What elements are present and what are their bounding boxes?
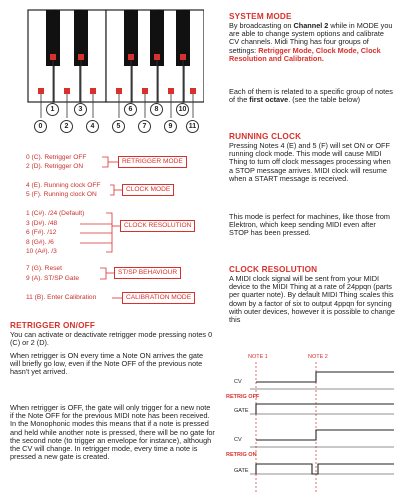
cv-label: CV <box>234 379 242 385</box>
mapping-line: 5 (F). Running clock ON <box>26 191 97 198</box>
note-number-1: 1 <box>46 103 59 116</box>
retrigger-paragraph-2: When retrigger is ON every time a Note ON arrives the gate will briefly go low, even if the Note OFF of the previous note hasn't yet arrived. <box>10 351 204 377</box>
note-number-0: 0 <box>34 120 47 133</box>
gate-label: GATE <box>234 408 249 414</box>
note-number-3: 3 <box>74 103 87 116</box>
mapping-line: 4 (E). Running clock OFF <box>26 182 101 189</box>
note-number-4: 4 <box>86 120 99 133</box>
clock-resolution-title: CLOCK RESOLUTION <box>229 265 318 274</box>
note-number-7: 7 <box>138 120 151 133</box>
mapping-line: 2 (D). Retrigger ON <box>26 163 84 170</box>
running-clock-title: RUNNING CLOCK <box>229 132 302 141</box>
note-number-5: 5 <box>112 120 125 133</box>
retrigger-paragraph-3: When retrigger is OFF, the gate will only trigger for a new note if the Note OFF for the previous MIDI note has been received. In the Monophonic modes this means that if a note is pressed and held while another note is pressed, there will be no gate for the second note (to trigger an envelope for instance), although the CV will change. In retrigger mode, every time a note is pressed a new gate is created. <box>10 403 215 462</box>
mapping-line: 10 (A#). /3 <box>26 248 57 255</box>
note-number-6: 6 <box>124 103 137 116</box>
mapping-line: 9 (A). ST/SP Gate <box>26 275 80 282</box>
timing-waveforms <box>226 352 398 494</box>
note-number-8: 8 <box>150 103 163 116</box>
piano-keys <box>8 8 204 138</box>
note-number-2: 2 <box>60 120 73 133</box>
note-2-label: NOTE 2 <box>308 354 328 360</box>
mapping-line: 11 (B). Enter Calibration <box>26 294 97 301</box>
mapping-line: 6 (F#). /12 <box>26 229 57 236</box>
retrigger-paragraph: You can activate or deactivate retrigger mode pressing notes 0 (C) or 2 (D). <box>10 330 213 348</box>
clock-mode-box: CLOCK MODE <box>122 184 174 196</box>
mapping-line: 1 (C#). /24 (Default) <box>26 210 85 217</box>
st-sp-behaviour-box: ST/SP BEHAVIOUR <box>114 267 181 279</box>
retrig-off-label: RETRIG OFF <box>226 394 260 400</box>
retrigger-mode-box: RETRIGGER MODE <box>118 156 187 168</box>
clock-resolution-box: CLOCK RESOLUTION <box>120 220 195 232</box>
running-clock-paragraph-2: This mode is perfect for machines, like those from Elektron, which keep sending MIDI even after STOP has been pressed. <box>229 212 390 238</box>
timing-diagram <box>226 352 398 494</box>
mapping-line: 7 (G). Reset <box>26 265 62 272</box>
keyboard-diagram <box>8 8 204 138</box>
system-mode-title: SYSTEM MODE <box>229 12 292 21</box>
mapping-line: 0 (C). Retrigger OFF <box>26 154 87 161</box>
gate-label-2: GATE <box>234 468 249 474</box>
note-number-10: 10 <box>176 103 189 116</box>
retrigger-title: RETRIGGER ON/OFF <box>10 321 96 330</box>
mapping-line: 3 (D#). /48 <box>26 220 58 227</box>
retrig-on-label: RETRIG ON <box>226 452 257 458</box>
running-clock-paragraph: Pressing Notes 4 (E) and 5 (F) will set ON or OFF running clock mode. This mode will cause MIDI Thing to turn off clock messages processing when a STOP message arrives. MIDI clock will resume when a START message is received. <box>229 141 391 183</box>
calibration-mode-box: CALIBRATION MODE <box>122 292 195 304</box>
mapping-line: 8 (G#). /6 <box>26 239 54 246</box>
note-number-11: 11 <box>186 120 199 133</box>
cv-label-2: CV <box>234 437 242 443</box>
clock-resolution-paragraph: A MIDI clock signal will be sent from your MIDI device to the MIDI Thing at a rate of 24ppqn (parts per quarter note). By default MIDI Thing scales this down by a factor of six to output 4ppqn for syncing with outer devices, however it is possible to change this <box>229 274 395 325</box>
system-mode-paragraph-2: Each of them is related to a specific group of notes of the first octave. (see the table below) <box>229 87 393 105</box>
note-number-9: 9 <box>164 120 177 133</box>
system-mode-paragraph: By broadcasting on Channel 2 while in MODE you are able to change system options and calibrate CV channels. Midi Thing has four groups of settings: Retrigger Mode, Clock Mode, Clock Resolution and Calibration. <box>229 21 393 63</box>
note-1-label: NOTE 1 <box>248 354 268 360</box>
